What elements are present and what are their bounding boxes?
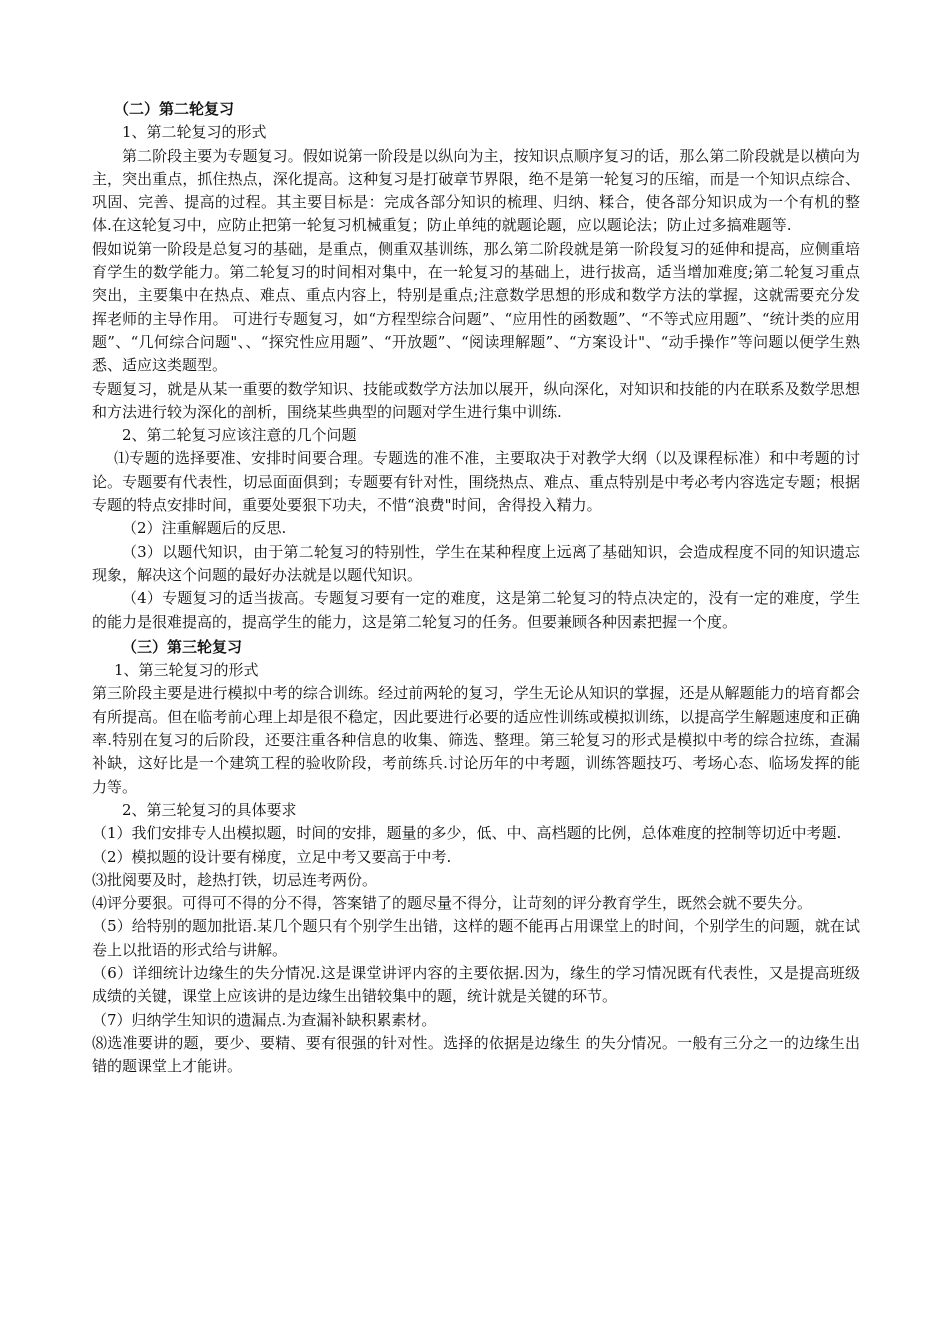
subheading-third-round-requirements: 2、第三轮复习的具体要求 — [122, 800, 297, 819]
list-item-comments: （5）给特别的题加批语.某几个题只有个别学生出错，这样的题不能再占用课堂上的时间，个别学生的问题，就在试卷上以批语的形式给与讲解。 — [92, 917, 860, 959]
paragraph-second-round-intro: 第二阶段主要为专题复习。假如说第一阶段是以纵向为主，按知识点顺序复习的话，那么第二阶段就是以横向为主，突出重点，抓住热点，深化提高。这种复习是打破章节界限，绝不是第一轮复习的压缩，而是一个知识点综合、巩固、完善、提高的过程。其主要目标是：完成各部分知识的梳理、归纳、糅合，使各部分知识成为一个有机的整体.在这轮复习中，应防止把第一轮复习机械重复；防止单纯的就题论题，应以题论法；防止过多搞难题等. — [92, 146, 860, 235]
list-item-select-problems: ⑻选准要讲的题，要少、要精、要有很强的针对性。选择的依据是边缘生 的失分情况。一般有三分之一的边缘生出错的题课堂上才能讲。 — [92, 1033, 860, 1076]
paragraph-topic-review: 专题复习，就是从某一重要的数学知识、技能或数学方法加以展开，纵向深化，对知识和技能的内在联系及数学思想和方法进行较为深化的剖析，围绕某些典型的问题对学生进行集中训练. — [92, 379, 860, 421]
section-heading-third-round: （三）第三轮复习 — [122, 637, 243, 656]
list-item-prompt-marking: ⑶批阅要及时，趁热打铁，切忌连考两份。 — [92, 870, 378, 889]
list-item-topic-selection: ⑴专题的选择要准、安排时间要合理。专题选的准不准，主要取决于对教学大纲（以及课程标准）和中考题的讨论。专题要有代表性，切忌面面俱到；专题要有针对性，围绕热点、难点、重点特别是中考必考内容选定专题；根据专题的特点安排时间，重要处要狠下功夫，不惜“浪费"时间，舍得投入精力。 — [92, 449, 860, 515]
paragraph-third-round-intro: 第三阶段主要是进行模拟中考的综合训练。经过前两轮的复习，学生无论从知识的掌握，还是从解题能力的培育都会有所提高。但在临考前心理上却是很不稳定，因此要进行必要的适应性训练或模拟训练，以提高学生解题速度和正确率.特别在复习的后阶段，还要注重各种信息的收集、筛选、整理。第三轮复习的形式是模拟中考的综合拉练，查漏补缺，这好比是一个建筑工程的验收阶段，考前练兵.讨论历年的中考题，训练答题技巧、考场心态、临场发挥的能力等。 — [92, 684, 860, 796]
section-heading-second-round: （二）第二轮复习 — [114, 100, 235, 118]
list-item-gradient-design: （2）模拟题的设计要有梯度，立足中考又要高于中考. — [92, 847, 452, 866]
subheading-second-round-form: 1、第二轮复习的形式 — [122, 123, 267, 142]
list-item-statistics: （6）详细统计边缘生的失分情况.这是课堂讲评内容的主要依据.因为，缘生的学习情况既有代表性，又是提高班级成绩的关键，课堂上应该讲的是边缘生出错较集中的题，统计就是关键的环节。 — [92, 963, 860, 1006]
list-item-mock-exams: （1）我们安排专人出模拟题，时间的安排，题量的多少，低、中、高档题的比例，总体难度的控制等切近中考题. — [92, 824, 842, 843]
subheading-second-round-issues: 2、第二轮复习应该注意的几个问题 — [122, 426, 357, 445]
paragraph-second-round-focus: 假如说第一阶段是总复习的基础，是重点，侧重双基训练，那么第二阶段就是第一阶段复习的延伸和提高，应侧重培育学生的数学能力。第二轮复习的时间相对集中，在一轮复习的基础上，进行拔高，适当增加难度;第二轮复习重点突出，主要集中在热点、难点、重点内容上，特别是重点;注意数学思想的形成和数学方法的掌握，这就需要充分发挥老师的主导作用。 可进行专题复习，如“方程型综合问题”、“应用性的函数题”、“不等式应用题”、“统计类的应用题”、“几何综合问题"、、“探究性应用题”、“开放题”、“阅读理解题”、“方案设计"、“动手操作”等问题以便学生熟悉、适应这类题型。 — [92, 239, 860, 375]
list-item-omissions: （7）归纳学生知识的遗漏点.为查漏补缺积累素材。 — [92, 1010, 437, 1029]
list-item-reflection: （2）注重解题后的反思. — [122, 519, 287, 538]
list-item-strict-scoring: ⑷评分要狠。可得可不得的分不得，答案错了的题尽量不得分，让苛刻的评分教育学生，既然会就不要失分。 — [92, 894, 813, 913]
subheading-third-round-form: 1、第三轮复习的形式 — [114, 661, 259, 680]
list-item-problems-for-knowledge: （3）以题代知识，由于第二轮复习的特别性，学生在某种程度上远离了基础知识，会造成程度不同的知识遗忘现象，解决这个问题的最好办法就是以题代知识。 — [92, 542, 860, 584]
document-page — [92, 98, 860, 1078]
list-item-raise-difficulty: （4）专题复习的适当拔高。专题复习要有一定的难度，这是第二轮复习的特点决定的，没有一定的难度，学生的能力是很难提高的，提高学生的能力，这是第二轮复习的任务。但要兼顾各种因素把握一个度。 — [92, 589, 860, 631]
